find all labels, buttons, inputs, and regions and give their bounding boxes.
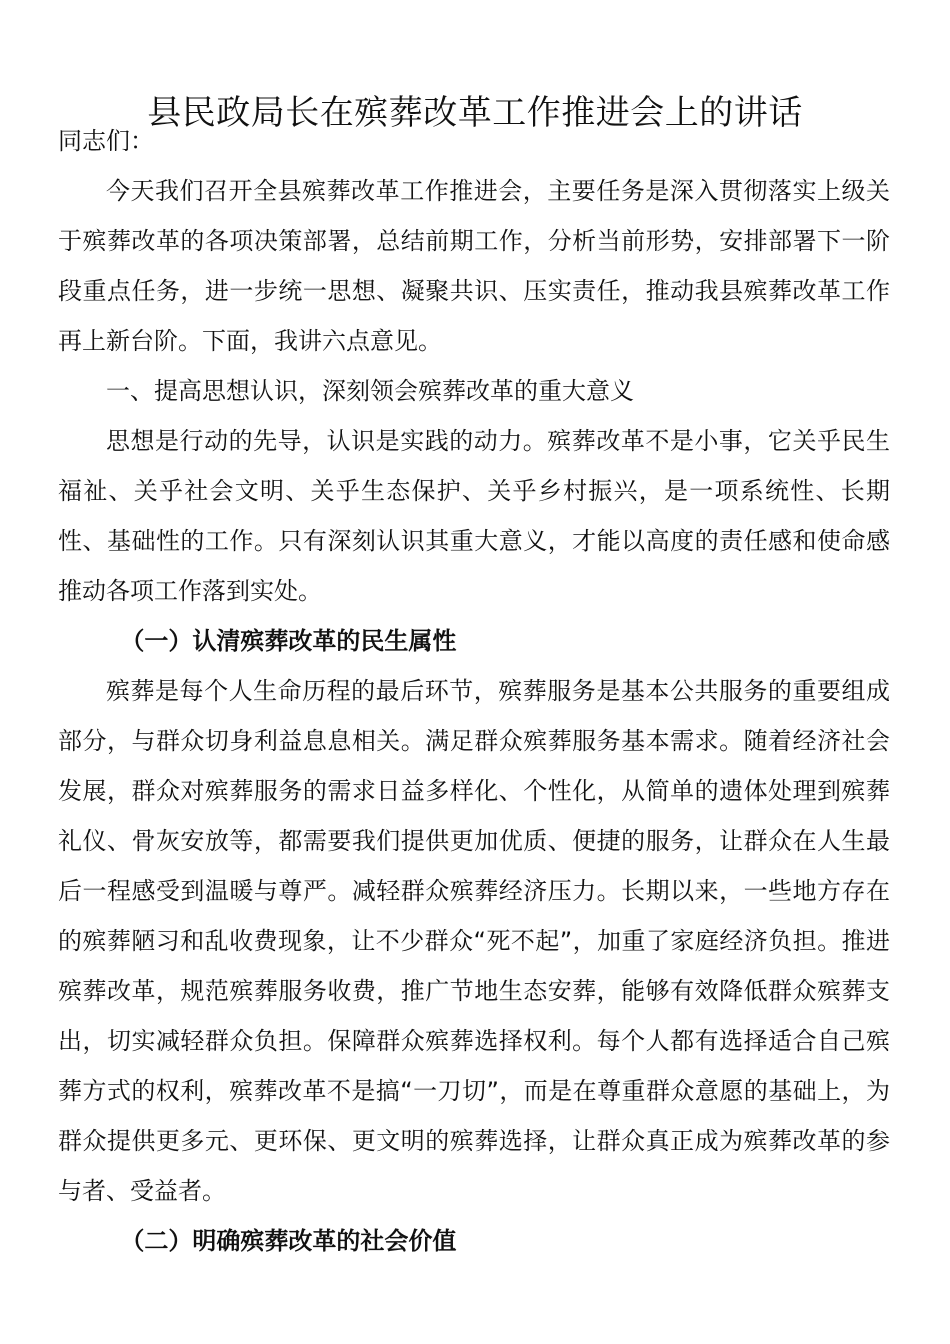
salutation: 同志们： bbox=[58, 127, 154, 155]
subsection-heading-2: （二）明确殡葬改革的社会价值 bbox=[120, 1227, 457, 1255]
document-title: 县民政局长在殡葬改革工作推进会上的讲话 bbox=[147, 92, 803, 133]
subsection-heading-1: （一）认清殡葬改革的民生属性 bbox=[120, 627, 457, 655]
subsection-1-paragraph: 殡葬是每个人生命历程的最后环节，殡葬服务是基本公共服务的重要组成部分，与群众切身利益息息相关。满足群众殡葬服务基本需求。随着经济社会发展，群众对殡葬服务的需求日益多样化、个性化，从简单的遗体处理到殡葬礼仪、骨灰安放等，都需要我们提供更加优质、便捷的服务，让群众在人生最后一程感受到温暖与尊严。减轻群众殡葬经济压力。长期以来，一些地方存在的殡葬陋习和乱收费现象，让不少群众“死不起”，加重了家庭经济负担。推进殡葬改革，规范殡葬服务收费，推广节地生态安葬，能够有效降低群众殡葬支出，切实减轻群众负担。保障群众殡葬选择权利。每个人都有选择适合自己殡葬方式的权利，殡葬改革不是搞“一刀切”，而是在尊重群众意愿的基础上，为群众提供更多元、更环保、更文明的殡葬选择，让群众真正成为殡葬改革的参与者、受益者。 bbox=[58, 677, 890, 1205]
intro-paragraph: 今天我们召开全县殡葬改革工作推进会，主要任务是深入贯彻落实上级关于殡葬改革的各项决策部署，总结前期工作，分析当前形势，安排部署下一阶段重点任务，进一步统一思想、凝聚共识、压实责任，推动我县殡葬改革工作再上新台阶。下面，我讲六点意见。 bbox=[58, 177, 890, 355]
document-body bbox=[58, 116, 890, 1266]
section-1-paragraph: 思想是行动的先导，认识是实践的动力。殡葬改革不是小事，它关乎民生福祉、关乎社会文明、关乎生态保护、关乎乡村振兴，是一项系统性、长期性、基础性的工作。只有深刻认识其重大意义，才能以高度的责任感和使命感推动各项工作落到实处。 bbox=[58, 427, 890, 605]
section-heading-1: 一、提高思想认识，深刻领会殡葬改革的重大意义 bbox=[106, 377, 634, 405]
